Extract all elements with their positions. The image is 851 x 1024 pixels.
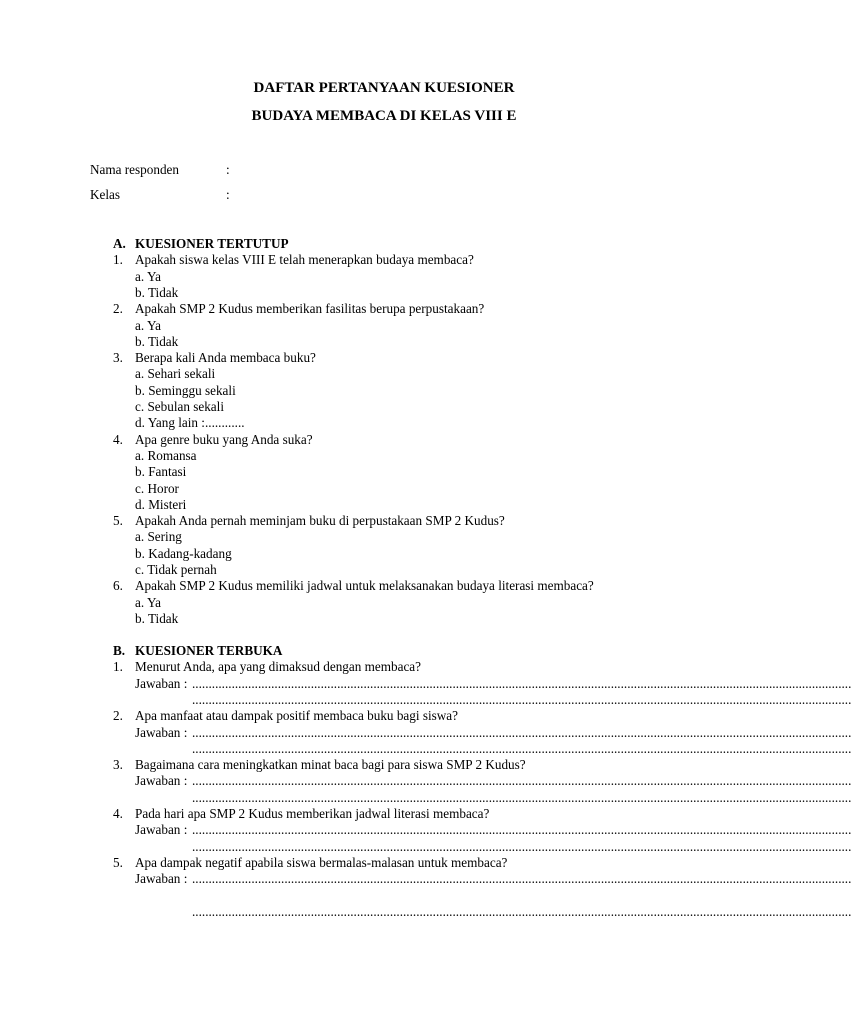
answer-line: ........................................................................................................................................................................................................ [192,773,851,789]
answer-label: Jawaban : [135,675,188,691]
answer-option: b. Fantasi [135,464,187,480]
answer-option: a. Sehari sekali [135,366,216,382]
question-text: Apa genre buku yang Anda suka? [135,431,313,447]
answer-option: b. Tidak [135,610,179,626]
answer-line: ........................................................................................................................................................................................................ [192,740,851,756]
question-number: 1. [113,659,123,675]
question-number: 2. [113,301,123,317]
answer-line: ........................................................................................................................................................................................................ [192,838,851,854]
answer-option: c. Sebulan sekali [135,399,224,414]
field-colon-kelas: : [226,187,230,202]
answer-option: a. Ya [135,268,162,284]
question-number: 4. [113,431,123,447]
question-number: 2. [113,708,123,724]
answer-option: a. Ya [135,594,162,610]
answer-option: b. Seminggu sekali [135,382,236,398]
field-label-kelas: Kelas [90,187,121,202]
question-text: Menurut Anda, apa yang dimaksud dengan membaca? [135,659,422,675]
field-label-nama: Nama responden [90,162,179,177]
answer-line: ........................................................................................................................................................................................................ [192,724,851,740]
answer-label: Jawaban : [135,773,188,789]
answer-option: d. Yang lain :............ [135,415,245,431]
section-b-marker: B. [113,643,126,658]
field-colon-nama: : [226,162,230,177]
question-text: Apakah SMP 2 Kudus memberikan fasilitas berupa perpustakaan? [135,301,485,317]
question-number: 5. [113,854,123,870]
answer-line: ........................................................................................................................................................................................................ [192,789,851,805]
question-text: Apa manfaat atau dampak positif membaca buku bagi siswa? [135,708,458,724]
answer-option: a. Ya [135,317,162,333]
question-number: 5. [113,513,123,529]
answer-line: ........................................................................................................................................................................................................ [192,904,851,920]
answer-line: ........................................................................................................................................................................................................ [192,871,851,887]
question-text: Apakah Anda pernah meminjam buku di perpustakaan SMP 2 Kudus? [135,513,505,529]
answer-option: a. Romansa [135,447,197,463]
answer-option: b. Tidak [135,284,179,300]
question-number: 3. [113,757,123,773]
answer-line: ........................................................................................................................................................................................................ [192,675,851,691]
answer-option: c. Horor [135,480,179,496]
question-text: Berapa kali Anda membaca buku? [135,350,316,366]
question-number: 1. [113,252,123,268]
answer-label: Jawaban : [135,871,188,887]
answer-option: d. Misteri [135,496,187,512]
answer-option: c. Tidak pernah [135,562,217,577]
question-number: 6. [113,578,123,594]
section-b-heading: KUESIONER TERBUKA [135,643,283,658]
question-text: Apakah siswa kelas VIII E telah menerapkan budaya membaca? [135,252,474,268]
answer-option: b. Kadang-kadang [135,545,232,561]
answer-label: Jawaban : [135,724,188,740]
question-number: 3. [113,350,123,366]
question-number: 4. [113,806,123,821]
question-text: Apakah SMP 2 Kudus memiliki jadwal untuk melaksanakan budaya literasi membaca? [135,578,594,594]
question-text: Apa dampak negatif apabila siswa bermalas-malasan untuk membaca? [135,854,508,870]
answer-option: b. Tidak [135,333,179,349]
section-a-heading: KUESIONER TERTUTUP [135,236,289,251]
section-a-marker: A. [113,236,126,251]
document-subtitle: BUDAYA MEMBACA DI KELAS VIII E [251,108,517,124]
document-title: DAFTAR PERTANYAAN KUESIONER [253,80,515,96]
answer-line: ........................................................................................................................................................................................................ [192,822,851,838]
answer-line: ........................................................................................................................................................................................................ [192,691,851,707]
question-text: Pada hari apa SMP 2 Kudus memberikan jadwal literasi membaca? [135,806,490,821]
answer-label: Jawaban : [135,822,188,838]
question-text: Bagaimana cara meningkatkan minat baca bagi para siswa SMP 2 Kudus? [135,757,526,773]
answer-option: a. Sering [135,529,182,545]
